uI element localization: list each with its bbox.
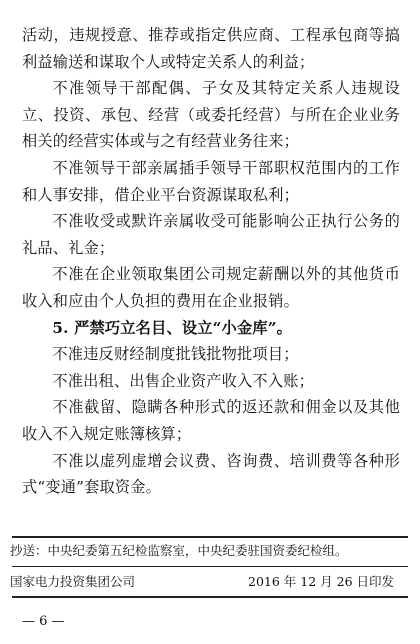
paragraph-rule-financial-approval: 不准违反财经制度批钱批物批项目； [52,345,299,364]
footer-top-rule [12,536,408,538]
paragraph-rule-false-expenses: 不准以虚列虚增会议费、咨询费、培训费等各种形式“变通”套取资金。 [22,451,400,497]
cc-recipients: 抄送：中央纪委第五纪检监察室，中央纪委驻国资委纪检组。 [10,543,348,558]
footer-middle-rule [12,566,408,567]
section-heading-slush-fund: 5. 严禁巧立名目、设立“小金库”。 [52,318,293,337]
page-number: — 6 — [22,614,65,629]
paragraph-rule-relatives-interference: 不准领导干部亲属插手领导干部职权范围内的工作和人事安排，借企业平台资源谋取私利； [22,158,400,204]
issuer-name: 国家电力投资集团公司 [10,574,136,589]
paragraph-rule-extra-income: 不准在企业领取集团公司规定薪酬以外的其他货币收入和应由个人负担的费用在企业报销。 [22,265,400,310]
paragraph-rule-rebates: 不准截留、隐瞒各种形式的返还款和佣金以及其他收入不入规定账簿核算； [22,398,400,443]
issue-date: 2016 年 12 月 26 日印发 [248,574,394,589]
paragraph-rule-gifts: 不准收受或默许亲属收受可能影响公正执行公务的礼品、礼金； [22,212,400,257]
footer-bottom-rule [12,596,408,598]
paragraph-rule-family-business: 不准领导干部配偶、子女及其特定关系人违规设立、投资、承包、经营（或委托经营）与所在企业业务相关的经营实体或与之有经营业务往来； [22,79,400,151]
issuer-line [10,574,394,590]
paragraph-continuation: 活动，违规授意、推荐或指定供应商、工程承包商等搞利益输送和谋取个人或特定关系人的利益； [22,26,400,71]
paragraph-rule-asset-income: 不准出租、出售企业资产收入不入账； [52,371,314,390]
